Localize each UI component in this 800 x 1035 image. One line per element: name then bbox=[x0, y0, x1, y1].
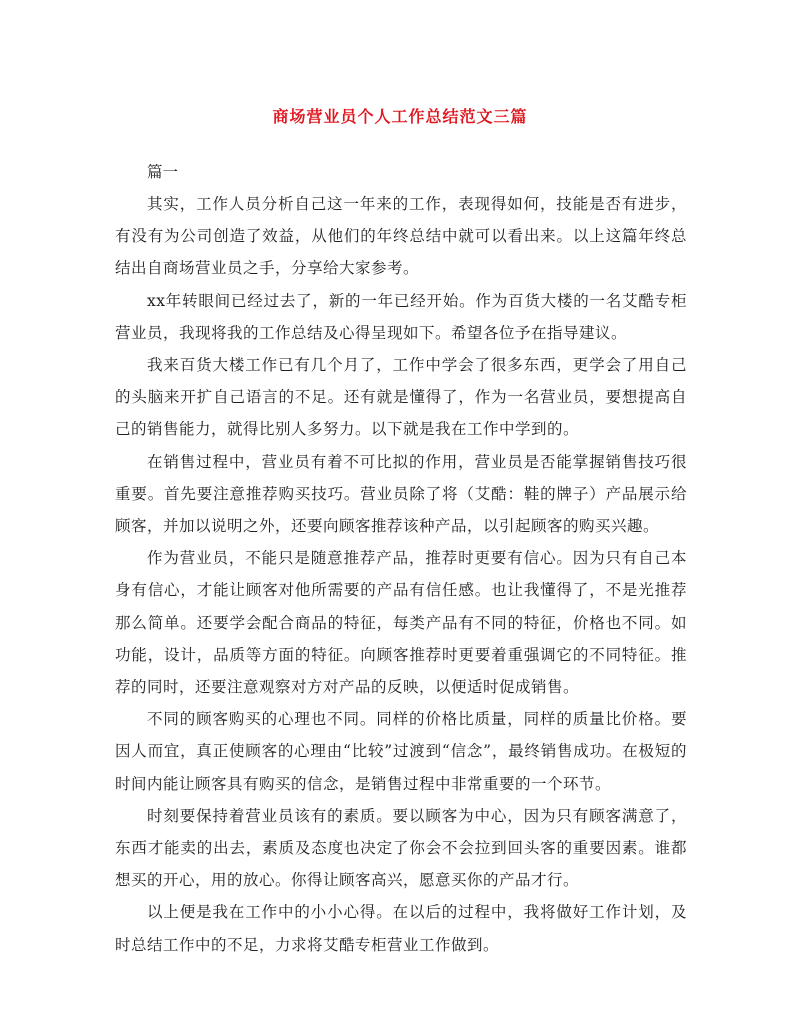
paragraph-6: 不同的顾客购买的心理也不同。同样的价格比质量，同样的质量比价格。要因人而宜，真正使顾客的心理由“比较”过渡到“信念”，最终销售成功。在极短的时间内能让顾客具有购买的信念，是销售过程中非常重要的一个环节。 bbox=[115, 710, 687, 793]
document-body bbox=[115, 156, 687, 961]
document-title: 商场营业员个人工作总结范文三篇 bbox=[272, 107, 528, 126]
paragraph-4: 在销售过程中，营业员有着不可比拟的作用，营业员是否能掌握销售技巧很重要。首先要注意推荐购买技巧。营业员除了将（艾酷：鞋的牌子）产品展示给顾客，并加以说明之外，还要向顾客推荐该种产品，以引起顾客的购买兴趣。 bbox=[115, 452, 687, 536]
paragraph-7: 时刻要保持着营业员该有的素质。要以顾客为中心，因为只有顾客满意了，东西才能卖的出去，素质及态度也决定了你会不会拉到回头客的重要因素。谁都想买的开心，用的放心。你得让顾客高兴，愿意买你的产品才行。 bbox=[115, 806, 687, 890]
paragraph-1: 其实，工作人员分析自己这一年来的工作，表现得如何，技能是否有进步，有没有为公司创造了效益，从他们的年终总结中就可以看出来。以上这篇年终总结出自商场营业员之手，分享给大家参考。 bbox=[115, 195, 687, 278]
section-label: 篇一 bbox=[147, 163, 179, 181]
paragraph-5: 作为营业员，不能只是随意推荐产品，推荐时更要有信心。因为只有自己本身有信心，才能让顾客对他所需要的产品有信任感。也让我懂得了，不是光推荐那么简单。还要学会配合商品的特征，每类产品有不同的特征，价格也不同。如功能，设计，品质等方面的特征。向顾客推荐时更要着重强调它的不同特征。推荐的同时，还要注意观察对方对产品的反映，以便适时促成销售。 bbox=[115, 549, 687, 697]
paragraph-8: 以上便是我在工作中的小小心得。在以后的过程中，我将做好工作计划，及时总结工作中的不足，力求将艾酷专柜营业工作做到。 bbox=[115, 903, 687, 954]
paragraph-3: 我来百货大楼工作已有几个月了，工作中学会了很多东西，更学会了用自己的头脑来开扩自己语言的不足。还有就是懂得了，作为一名营业员，要想提高自己的销售能力，就得比别人多努力。以下就是我在工作中学到的。 bbox=[115, 356, 687, 439]
paragraph-2: xx年转眼间已经过去了，新的一年已经开始。作为百货大楼的一名艾酷专柜营业员，我现将我的工作总结及心得呈现如下。希望各位予在指导建议。 bbox=[115, 291, 687, 342]
